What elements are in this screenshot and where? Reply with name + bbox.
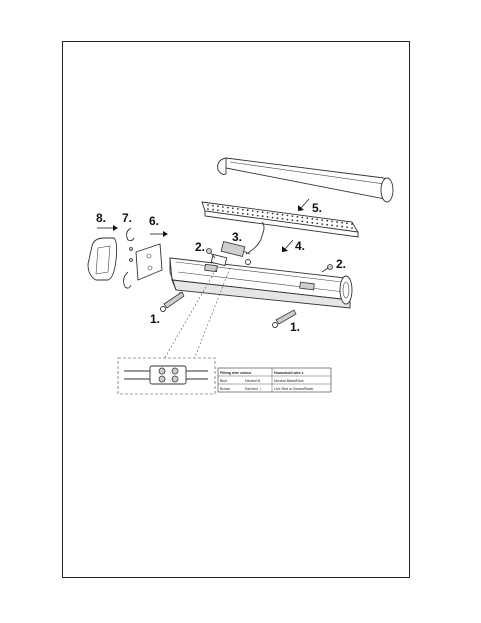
perforation-hole [222,206,224,208]
terminal-detail-box [118,358,215,394]
perforation-hole [311,222,313,224]
step-label-5: 5. [312,201,323,215]
perforation-hole [316,219,318,221]
perforation-hole [277,217,279,219]
perforation-hole [341,222,343,224]
step-label-6: 6. [149,214,160,228]
step-label-4: 4. [295,239,306,253]
perforation-hole [282,218,284,220]
fitting-body [170,258,352,308]
arrow-8 [97,225,118,231]
perforation-hole [217,205,219,207]
clip-screw [130,259,133,262]
perforation-hole [306,221,308,223]
end-plate [136,244,162,280]
step-label-2-left: 2. [195,240,206,254]
wiring-col2-header: Household wire L [274,371,304,375]
perforation-hole [207,204,209,206]
perforation-hole [301,217,303,219]
perforation-hole [272,217,274,219]
perforation-hole [341,226,343,228]
wiring-row2-fitting: Brown [220,387,231,391]
step-label-3: 3. [232,230,243,244]
perforation-hole [292,215,294,217]
perforation-hole [326,220,328,222]
perforation-hole [287,215,289,217]
perforation-hole [267,212,269,214]
perforation-hole [207,208,209,210]
perforation-hole [316,223,318,225]
perforation-hole [287,219,289,221]
perforation-hole [227,207,229,209]
perforation-hole [297,216,299,218]
wiring-row1-type: Neutral N [245,379,261,383]
diffuser-cover [218,158,393,202]
perforation-hole [227,211,229,213]
wiring-row1-fitting: Blue [220,379,228,383]
perforation-hole [237,212,239,214]
step-label-1-right: 1. [290,320,301,334]
perforation-hole [297,220,299,222]
wiring-col1-header: Fitting wire colour [220,371,252,375]
step-label-1-left: 1. [150,312,161,326]
perforation-hole [331,221,333,223]
screw-left [207,249,216,259]
perforation-hole [252,210,254,212]
screw-right [322,265,333,273]
perforation-hole [331,225,333,227]
perforation-hole [321,219,323,221]
perforation-hole [292,219,294,221]
perforation-hole [351,227,353,229]
step-label-8: 8. [96,211,107,225]
end-cap [88,238,117,280]
perforation-hole [277,213,279,215]
perforation-hole [336,221,338,223]
perforation-hole [282,214,284,216]
perforation-hole [311,218,313,220]
wiring-row2-type: Earthed ⏚ [245,387,263,391]
clip-bottom [124,272,131,288]
perforation-hole [267,216,269,218]
perforation-hole [247,209,249,211]
perforation-hole [351,223,353,225]
wiring-row1-household: Neutral Black/Blue [274,379,304,383]
perforation-hole [242,209,244,211]
perforation-hole [247,213,249,215]
perforation-hole [262,215,264,217]
arrow-6 [150,231,168,237]
perforation-hole [252,214,254,216]
perforation-hole [272,213,274,215]
perforation-hole [242,213,244,215]
wiring-row2-household: Live Red or Brown/Black [274,387,314,391]
wiring-table [218,368,331,392]
perforation-hole [257,211,259,213]
step-label-7: 7. [122,211,133,225]
perforation-hole [326,224,328,226]
clip-screw [130,248,133,251]
perforation-hole [257,215,259,217]
wall-plug-left [161,292,185,312]
perforation-hole [212,209,214,211]
arrow-4 [282,240,293,252]
perforation-hole [301,221,303,223]
perforation-hole [306,217,308,219]
perforation-hole [222,210,224,212]
perforation-hole [346,226,348,228]
perforation-hole [232,207,234,209]
perforation-hole [336,225,338,227]
perforation-hole [232,211,234,213]
strip-plate [202,202,358,237]
perforation-hole [212,205,214,207]
step-label-2-right: 2. [336,257,347,271]
perforation-hole [262,211,264,213]
perforation-hole [237,208,239,210]
perforation-hole [321,223,323,225]
clip-top [127,228,134,241]
perforation-hole [346,222,348,224]
arrow-5 [298,199,309,211]
perforation-hole [217,209,219,211]
